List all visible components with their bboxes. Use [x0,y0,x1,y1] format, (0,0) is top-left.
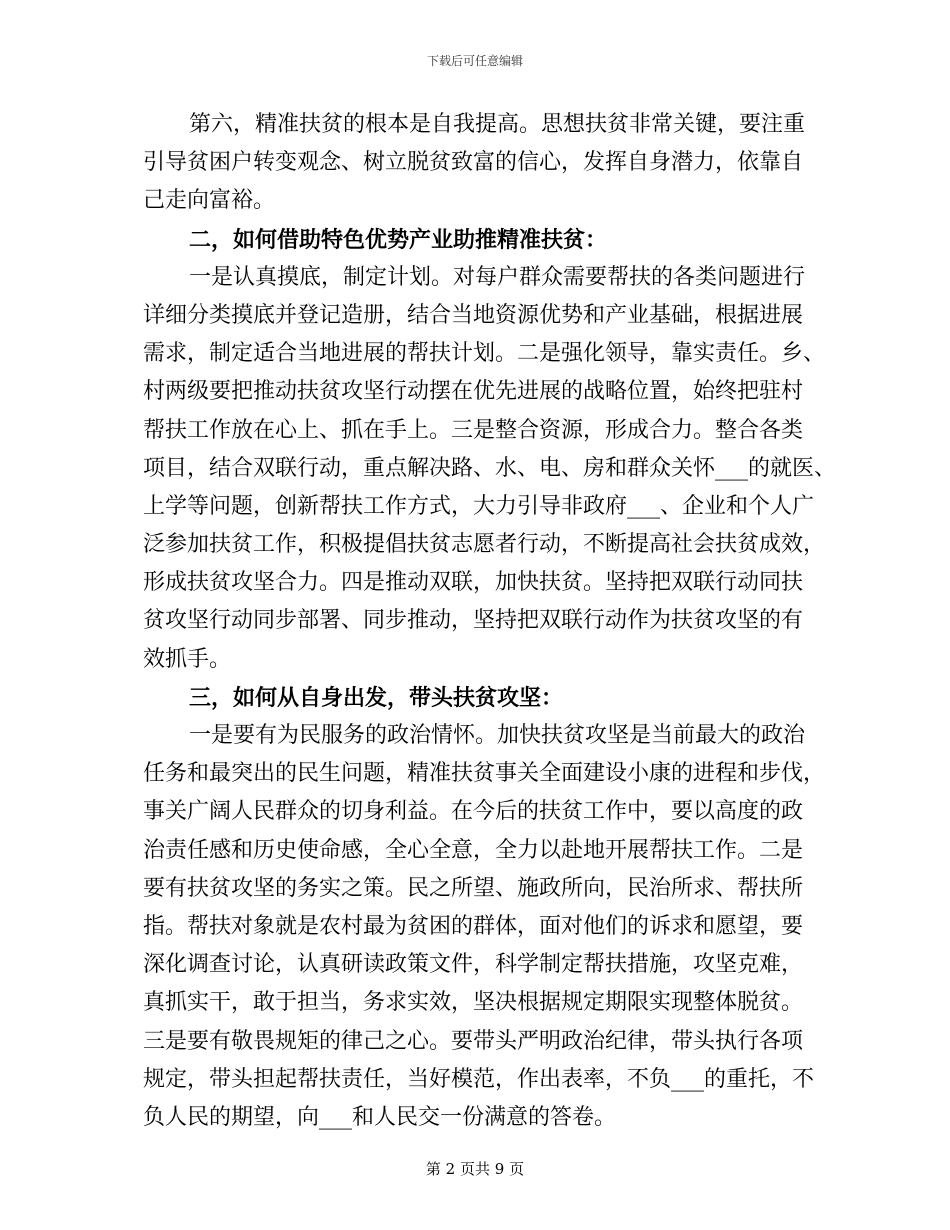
paragraph-line: 需求，制定适合当地进展的帮扶计划。二是强化领导，靠实责任。乡、 [143,341,826,367]
section-heading: 三，如何从自身出发，带头扶贫攻坚： [189,684,564,711]
paragraph-line: 负人民的期望，向___和人民交一份满意的答卷。 [143,1104,617,1130]
paragraph-line: 指。帮扶对象就是农村最为贫困的群体，面对他们的诉求和愿望，要 [143,913,804,939]
paragraph-line: 贫攻坚行动同步部署、同步推动，坚持把双联行动作为扶贫攻坚的有 [143,608,804,634]
paragraph-line: 项目，结合双联行动，重点解决路、水、电、房和群众关怀___的就医、 [143,455,837,481]
page-header: 下载后可任意编辑 [426,54,523,68]
paragraph-line: 第六，精准扶贫的根本是自我提高。思想扶贫非常关键，要注重 [189,112,806,137]
paragraph-line: 一是要有为民服务的政治情怀。加快扶贫攻坚是当前最大的政治 [189,723,806,748]
paragraph-line: 治责任感和历史使命感，全心全意，全力以赴地开展帮扶工作。二是 [143,837,804,863]
section-heading: 二，如何借助特色优势产业助推精准扶贫： [189,226,608,253]
paragraph-line: 村两级要把推动扶贫攻坚行动摆在优先进展的战略位置，始终把驻村 [143,379,804,405]
paragraph-line: 要有扶贫攻坚的务实之策。民之所望、施政所向，民治所求、帮扶所 [143,875,804,901]
paragraph-line: 泛参加扶贫工作，积极提倡扶贫志愿者行动，不断提高社会扶贫成效， [143,532,826,558]
paragraph-line: 己走向富裕。 [143,188,276,214]
paragraph-line: 效抓手。 [143,646,232,672]
paragraph-line: 任务和最突出的民生问题，精准扶贫事关全面建设小康的进程和步伐， [143,761,826,787]
page-footer: 第 2 页共 9 页 [425,1160,525,1178]
paragraph-line: 详细分类摸底并登记造册，结合当地资源优势和产业基础，根据进展 [143,302,804,328]
paragraph-line: 真抓实干，敢于担当，务求实效，坚决根据规定期限实现整体脱贫。 [143,990,804,1016]
paragraph-line: 规定，带头担起帮扶责任，当好模范，作出表率，不负___的重托，不 [143,1066,815,1092]
paragraph-line: 引导贫困户转变观念、树立脱贫致富的信心，发挥自身潜力，依靠自 [143,150,804,176]
paragraph-line: 深化调查讨论，认真研读政策文件，科学制定帮扶措施，攻坚克难， [143,952,804,978]
paragraph-line: 一是认真摸底，制定计划。对每户群众需要帮扶的各类问题进行 [189,264,806,290]
paragraph-line: 帮扶工作放在心上、抓在手上。三是整合资源，形成合力。整合各类 [143,417,804,443]
document-body [143,106,837,1137]
paragraph-line: 事关广阔人民群众的切身利益。在今后的扶贫工作中，要以高度的政 [143,799,804,825]
paragraph-line: 三是要有敬畏规矩的律己之心。要带头严明政治纪律，带头执行各项 [143,1028,804,1054]
paragraph-line: 形成扶贫攻坚合力。四是推动双联，加快扶贫。坚持把双联行动同扶 [143,570,804,596]
paragraph-line: 上学等问题，创新帮扶工作方式，大力引导非政府___、企业和个人广 [143,493,815,519]
